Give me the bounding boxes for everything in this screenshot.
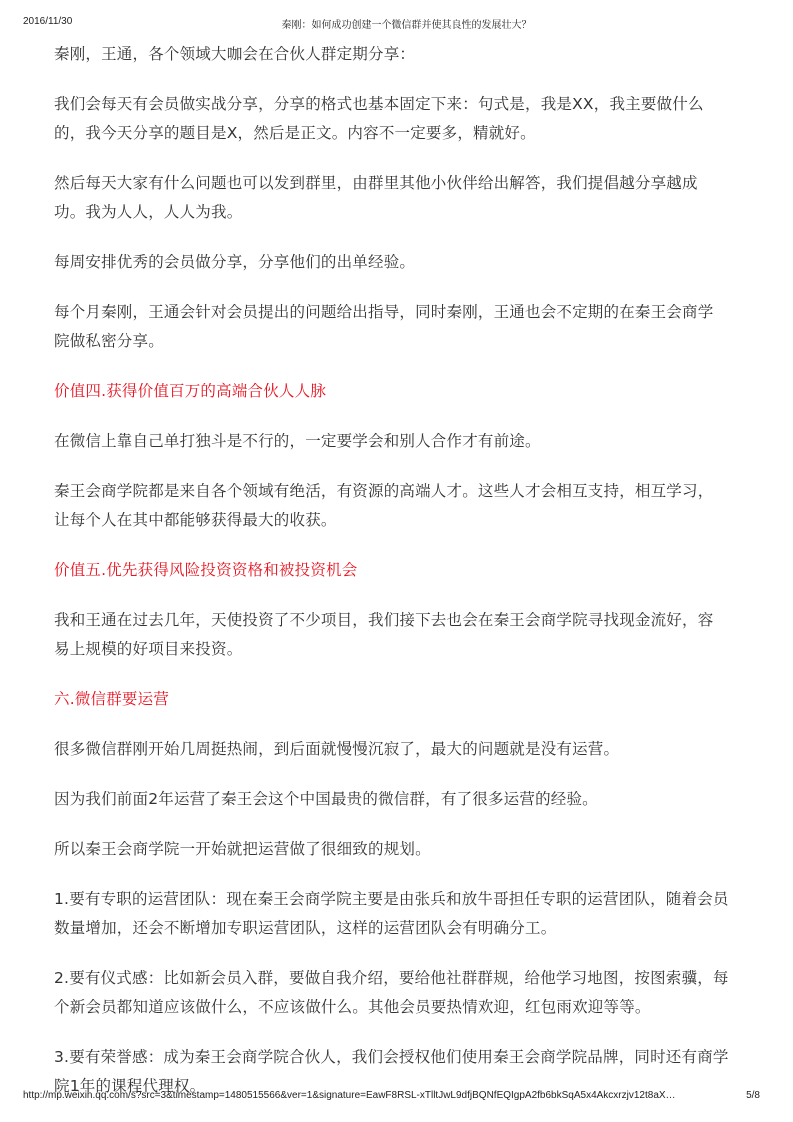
paragraph: 然后每天大家有什么问题也可以发到群里，由群里其他小伙伴给出解答，我们提倡越分享越成 功。我为人人，人人为我。 [54,174,698,221]
print-footer [23,1090,770,1104]
article-body [54,40,744,1101]
paragraph: 所以秦王会商学院一开始就把运营做了很细致的规划。 [54,840,431,858]
list-item: 1.要有专职的运营团队：现在秦王会商学院主要是由张兵和放牛哥担任专职的运营团队，随着会员 数量增加，还会不断增加专职运营团队，这样的运营团队会有明确分工。 [54,890,729,937]
paragraph: 因为我们前面2年运营了秦王会这个中国最贵的微信群，有了很多运营的经验。 [54,790,598,808]
paragraph: 秦王会商学院都是来自各个领域有绝活，有资源的高端人才。这些人才会相互支持，相互学习， 让每个人在其中都能够获得最大的收获。 [54,482,714,529]
paragraph: 每周安排优秀的会员做分享，分享他们的出单经验。 [54,253,416,271]
paragraph: 每个月秦刚，王通会针对会员提出的问题给出指导，同时秦刚，王通也会不定期的在秦王会商学 院做私密分享。 [54,303,714,350]
print-header [23,16,770,30]
paragraph: 我和王通在过去几年，天使投资了不少项目，我们接下去也会在秦王会商学院寻找现金流好，容 易上规模的好项目来投资。 [54,611,714,658]
paragraph: 很多微信群刚开始几周挺热闹，到后面就慢慢沉寂了，最大的问题就是没有运营。 [54,740,620,758]
list-item: 3.要有荣誉感：成为秦王会商学院合伙人，我们会授权他们使用秦王会商学院品牌，同时还有商学 院1年的课程代理权。 [54,1048,729,1095]
list-item: 2.要有仪式感：比如新会员入群，要做自我介绍，要给他社群群规，给他学习地图，按图索骥，每 个新会员都知道应该做什么，不应该做什么。其他会员要热情欢迎，红包雨欢迎等等。 [54,969,729,1016]
section-heading: 价值四.获得价值百万的高端合伙人人脉 [54,382,327,400]
paragraph: 在微信上靠自己单打独斗是不行的，一定要学会和别人合作才有前途。 [54,432,541,450]
section-heading: 价值五.优先获得风险投资资格和被投资机会 [54,561,358,579]
print-date: 2016/11/30 [23,16,73,27]
section-heading: 六.微信群要运营 [54,690,170,708]
print-page-title: 秦刚：如何成功创建一个微信群并使其良性的发展壮大？ [281,20,532,31]
page-number: 5/8 [746,1090,760,1101]
paragraph: 我们会每天有会员做实战分享，分享的格式也基本固定下来：句式是，我是XX，我主要做什么 的，我今天分享的题目是X，然后是正文。内容不一定要多，精就好。 [54,95,704,142]
page-url: http://mp.weixin.qq.com/s?src=3&timestamp=1480515566&ver=1&signature=EawF8RSL-xTlltJwL9dfjBQNfEQIgpA2fb6bkSqA5x4Akcxrzjv12t8aX… [23,1090,676,1101]
paragraph: 秦刚，王通，各个领域大咖会在合伙人群定期分享： [54,45,416,63]
